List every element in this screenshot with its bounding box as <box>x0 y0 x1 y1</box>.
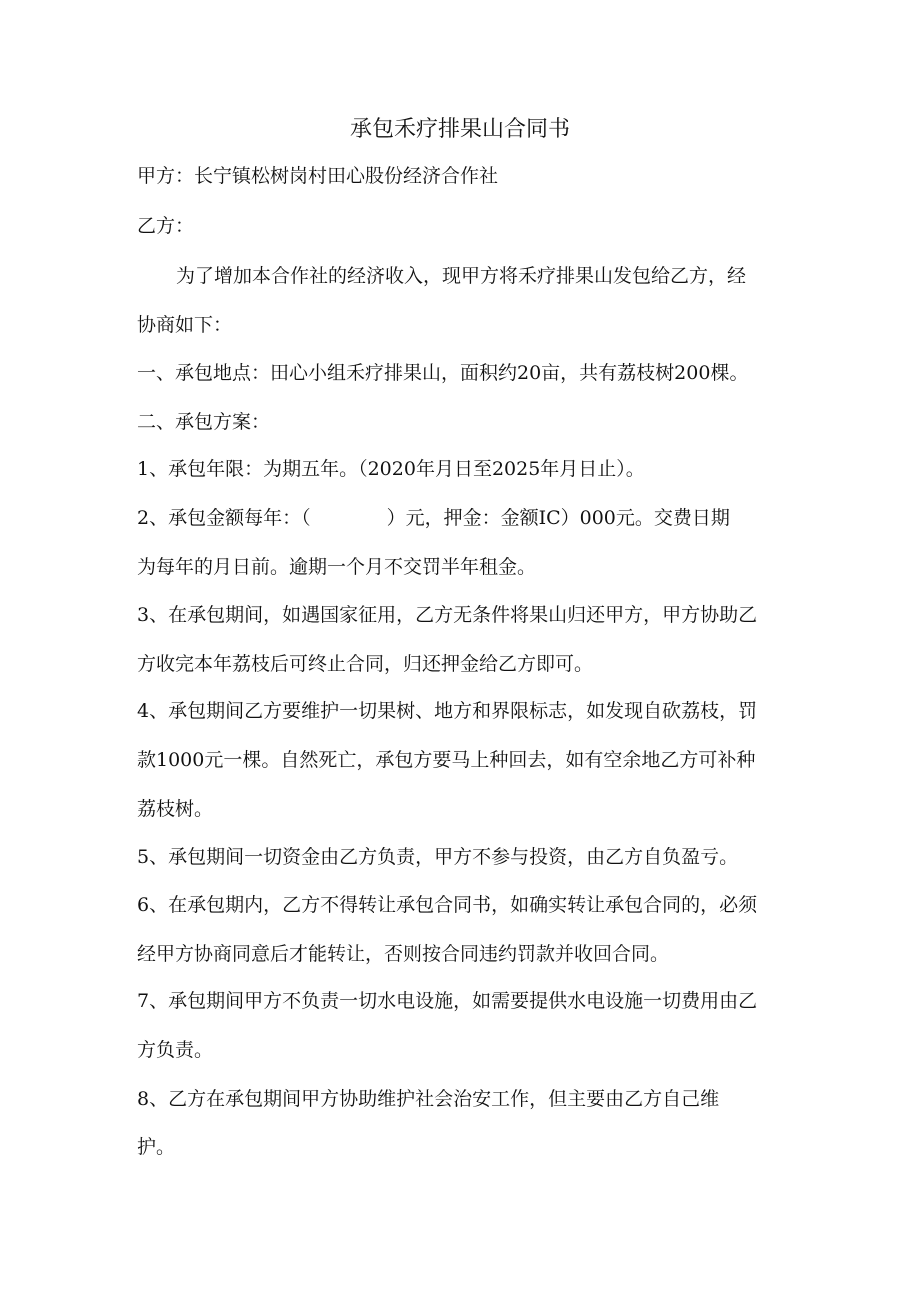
section-1-location: 一、承包地点：田心小组禾疗排果山，面积约20亩，共有荔枝树200棵。 <box>137 362 749 384</box>
clause-4-line-3: 荔枝树。 <box>137 798 214 820</box>
intro-line-1: 为了增加本合作社的经济收入，现甲方将禾疗排果山发包给乙方，经 <box>176 265 747 287</box>
clause-1: 1、承包年限：为期五年。（2020年月日至2025年月日止）。 <box>137 458 645 480</box>
clause-8-line-2: 护。 <box>137 1136 176 1158</box>
clause-7-line-1: 7、承包期间甲方不负责一切水电设施，如需要提供水电设施一切费用由乙 <box>137 990 758 1012</box>
clause-4-line-2: 款1000元一棵。自然死亡，承包方要马上种回去，如有空余地乙方可补种 <box>137 749 756 771</box>
party-a-line: 甲方：长宁镇松树岗村田心股份经济合作社 <box>137 165 499 187</box>
clause-7-line-2: 方负责。 <box>137 1039 214 1061</box>
clause-6-line-1: 6、在承包期内，乙方不得转让承包合同书，如确实转让承包合同的，必须 <box>137 894 758 916</box>
document-title: 承包禾疗排果山合同书 <box>349 117 570 142</box>
section-2-heading: 二、承包方案： <box>137 411 271 433</box>
clause-2-line-2: 为每年的月日前。逾期一个月不交罚半年租金。 <box>137 556 537 578</box>
clause-8-line-1: 8、乙方在承包期间甲方协助维护社会治安工作，但主要由乙方自己维 <box>137 1088 720 1110</box>
intro-line-2: 协商如下： <box>137 314 233 336</box>
clause-2-line-1: 2、承包金额每年：（ ）元，押金：金额IC）000元。交费日期 <box>137 507 730 529</box>
clause-3-line-1: 3、在承包期间，如遇国家征用，乙方无条件将果山归还甲方，甲方协助乙 <box>137 604 758 626</box>
clause-4-line-1: 4、承包期间乙方要维护一切果树、地方和界限标志，如发现自砍荔枝，罚 <box>137 700 758 722</box>
clause-6-line-2: 经甲方协商同意后才能转让，否则按合同违约罚款并收回合同。 <box>137 943 670 965</box>
clause-5: 5、承包期间一切资金由乙方负责，甲方不参与投资，由乙方自负盈亏。 <box>137 846 739 868</box>
clause-3-line-2: 方收完本年荔枝后可终止合同，归还押金给乙方即可。 <box>137 653 594 675</box>
party-b-line: 乙方： <box>137 215 195 237</box>
